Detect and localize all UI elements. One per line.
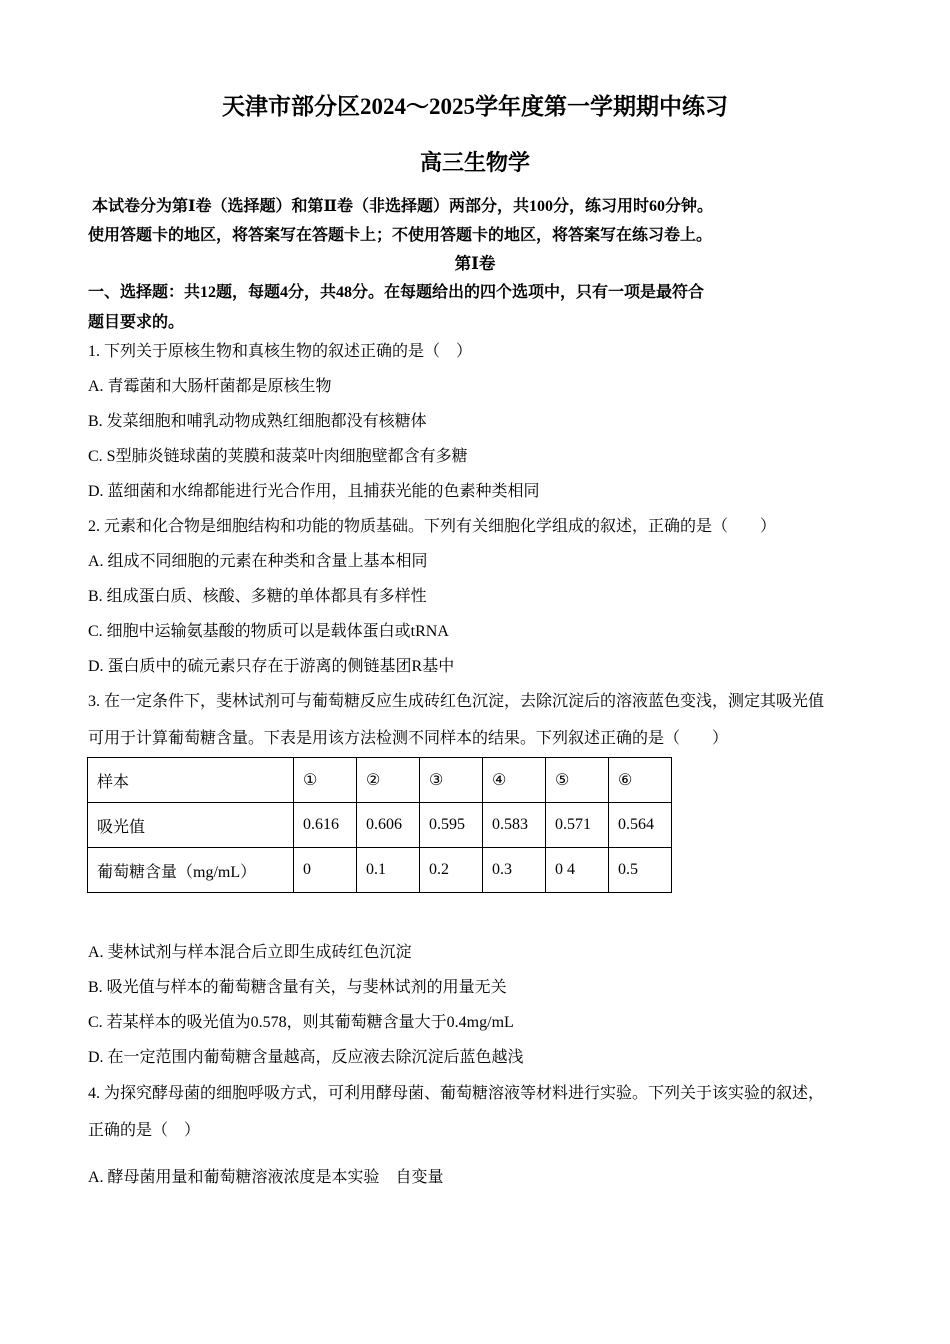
- question-4-stem: 4. 为探究酵母菌的细胞呼吸方式，可利用酵母菌、葡萄糖溶液等材料进行实验。下列关于该实验的叙述，: [88, 1085, 825, 1102]
- table-cell: 0.616: [294, 803, 357, 848]
- table-cell: 吸光值: [88, 803, 294, 848]
- question-2-option-a: A. 组成不同细胞的元素在种类和含量上基本相同: [88, 553, 428, 570]
- question-1-option-a: A. 青霉菌和大肠杆菌都是原核生物: [88, 378, 332, 395]
- instructions-line-1: 本试卷分为第Ⅰ卷（选择题）和第Ⅱ卷（非选择题）两部分，共100分，练习用时60分钟。: [92, 198, 713, 215]
- absorbance-table: [87, 757, 672, 893]
- table-cell: 0.564: [609, 803, 672, 848]
- table-cell: 0.3: [483, 848, 546, 893]
- table-cell: 0.606: [357, 803, 420, 848]
- exam-title: 天津市部分区2024～2025学年度第一学期期中练习: [222, 94, 728, 119]
- question-1-stem: 1. 下列关于原核生物和真核生物的叙述正确的是（ ）: [88, 343, 473, 360]
- table-row: [88, 758, 672, 803]
- table-cell: ⑥: [609, 758, 672, 803]
- question-2-stem: 2. 元素和化合物是细胞结构和功能的物质基础。下列有关细胞化学组成的叙述，正确的是（ ）: [88, 518, 777, 535]
- table-cell: 0.571: [546, 803, 609, 848]
- table-cell: 0.1: [357, 848, 420, 893]
- table-cell: 0 4: [546, 848, 609, 893]
- question-1-option-c: C. S型肺炎链球菌的荚膜和菠菜叶肉细胞壁都含有多糖: [88, 448, 468, 465]
- table-cell: ④: [483, 758, 546, 803]
- question-1-option-d: D. 蓝细菌和水绵都能进行光合作用，且捕获光能的色素种类相同: [88, 483, 540, 500]
- table-row: [88, 803, 672, 848]
- table-cell: 0.595: [420, 803, 483, 848]
- question-1-option-b: B. 发菜细胞和哺乳动物成熟红细胞都没有核糖体: [88, 413, 427, 430]
- instructions-line-2: 使用答题卡的地区，将答案写在答题卡上；不使用答题卡的地区，将答案写在练习卷上。: [88, 227, 713, 244]
- volume-heading: 第Ⅰ卷: [454, 254, 496, 273]
- table-row: [88, 848, 672, 893]
- table-cell: ①: [294, 758, 357, 803]
- table-cell: 0.583: [483, 803, 546, 848]
- table-cell: ②: [357, 758, 420, 803]
- table-cell: ③: [420, 758, 483, 803]
- question-3-stem-cont: 可用于计算葡萄糖含量。下表是用该方法检测不同样本的结果。下列叙述正确的是（ ）: [88, 730, 729, 747]
- table-cell: 0.5: [609, 848, 672, 893]
- table-cell: 样本: [88, 758, 294, 803]
- table-cell: 葡萄糖含量（mg/mL）: [88, 848, 294, 893]
- question-3-option-c: C. 若某样本的吸光值为0.578，则其葡萄糖含量大于0.4mg/mL: [88, 1014, 514, 1031]
- table-cell: 0.2: [420, 848, 483, 893]
- question-2-option-d: D. 蛋白质中的硫元素只存在于游离的侧链基团R基中: [88, 658, 455, 675]
- question-3-option-a: A. 斐林试剂与样本混合后立即生成砖红色沉淀: [88, 944, 412, 961]
- question-3-option-d: D. 在一定范围内葡萄糖含量越高，反应液去除沉淀后蓝色越浅: [88, 1049, 524, 1066]
- table-cell: 0: [294, 848, 357, 893]
- question-4-stem-cont: 正确的是（ ）: [88, 1122, 201, 1139]
- question-3-stem: 3. 在一定条件下，斐林试剂可与葡萄糖反应生成砖红色沉淀，去除沉淀后的溶液蓝色变浅，测定其吸光值: [88, 693, 825, 710]
- question-2-option-c: C. 细胞中运输氨基酸的物质可以是载体蛋白或tRNA: [88, 623, 449, 640]
- question-2-option-b: B. 组成蛋白质、核酸、多糖的单体都具有多样性: [88, 588, 427, 605]
- exam-subject: 高三生物学: [419, 150, 530, 175]
- question-3-option-b: B. 吸光值与样本的葡萄糖含量有关，与斐林试剂的用量无关: [88, 979, 507, 996]
- section-heading: 一、选择题：共12题，每题4分，共48分。在每题给出的四个选项中，只有一项是最符合: [88, 284, 705, 301]
- table-cell: ⑤: [546, 758, 609, 803]
- question-4-option-a: A. 酵母菌用量和葡萄糖溶液浓度是本实验 自变量: [88, 1169, 444, 1186]
- section-heading-cont: 题目要求的。: [88, 314, 185, 331]
